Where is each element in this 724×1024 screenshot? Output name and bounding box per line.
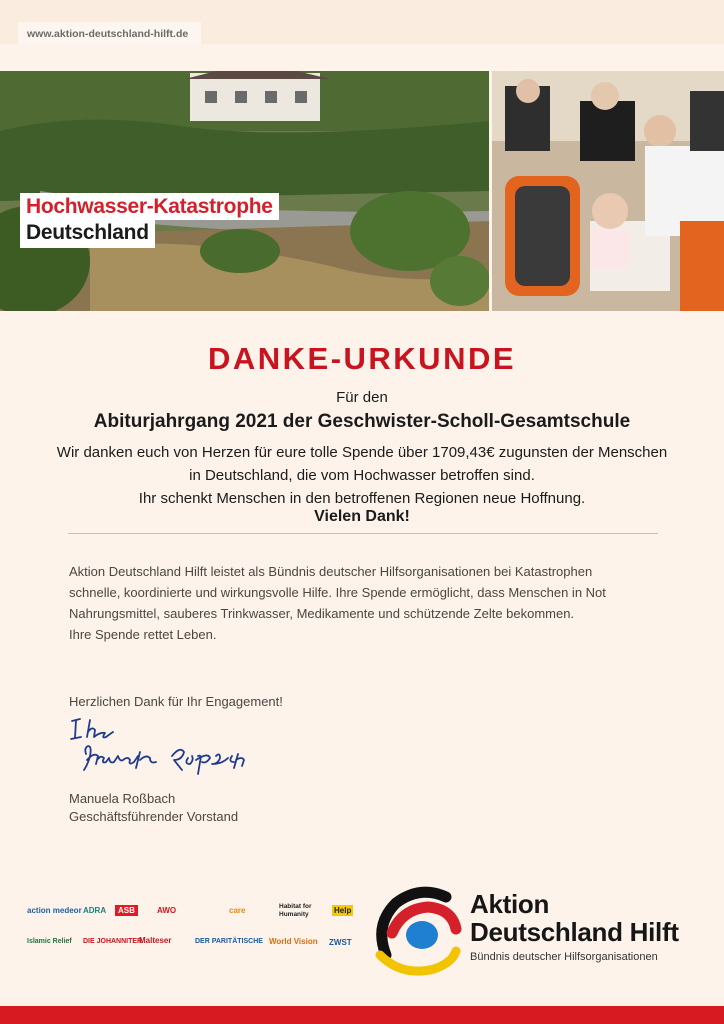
body-line-1: Aktion Deutschland Hilft leistet als Bündnis deutscher Hilfsorganisationen bei Katastrophen [69, 564, 593, 579]
partner-logo-adra: ADRA [83, 906, 107, 915]
aktion-deutschland-hilft-logo [372, 885, 712, 980]
partner-logo-habitat: Habitat for Humanity [279, 903, 312, 918]
thanks-line-2: in Deutschland, die vom Hochwasser betroffen sind. [189, 467, 535, 484]
signer-role: Geschäftsführender Vorstand [69, 809, 239, 824]
thanks-text [0, 441, 724, 510]
thanks-line-3: Ihr schenkt Menschen in den betroffenen Regionen neue Hoffnung. [138, 490, 586, 507]
recipient-name: Abiturjahrgang 2021 der Geschwister-Scholl-Gesamtschule [93, 411, 631, 432]
partner-logo-islamic-relief: Islamic Relief [27, 938, 72, 945]
partner-logo-malteser: Malteser [139, 936, 172, 945]
divider [68, 533, 658, 534]
partner-logo-johanniter: DIE JOHANNITER [83, 938, 143, 945]
partner-logo-action-medeor: action medeor [27, 906, 82, 915]
body-line-2: schnelle, koordinierte und wirkungsvolle Hilfe. Ihre Spende ermöglicht, dass Menschen in Not [69, 585, 606, 600]
flood-photo-illustration [0, 71, 724, 311]
hero-banner [0, 71, 724, 311]
body-paragraph [69, 561, 669, 645]
partner-logo-paritaetische: DER PARITÄTISCHE [195, 938, 263, 945]
closing-bold: Vielen Dank! [314, 508, 410, 525]
partner-logo-world-vision: World Vision [269, 937, 318, 946]
partner-logo-awo: AWO [157, 906, 177, 915]
adh-emblem-icon [372, 885, 464, 977]
hero-title [20, 193, 279, 248]
logo-line-2: Deutschland Hilft [470, 917, 679, 947]
hero-title-line1: Hochwasser-Katastrophe [20, 193, 279, 220]
signer-name: Manuela Roßbach [69, 791, 176, 806]
body-line-3: Nahrungsmittel, sauberes Trinkwasser, Medikamente und schützende Zelte bekommen. [69, 606, 575, 621]
bottom-red-bar [0, 1006, 724, 1024]
logo-line-1: Aktion [470, 889, 550, 919]
website-url: www.aktion-deutschland-hilft.de [27, 28, 189, 40]
closing-thanks: Herzlichen Dank für Ihr Engagement! [69, 694, 283, 709]
hero-title-line2: Deutschland [20, 220, 155, 248]
logo-tagline: Bündnis deutscher Hilfsorganisationen [470, 951, 658, 963]
certificate-heading: DANKE-URKUNDE [207, 341, 517, 376]
partner-logo-care: care [229, 906, 246, 915]
thanks-line-1: Wir danken euch von Herzen für eure tolle Spende über 1709,43€ zugunsten der Menschen [56, 444, 668, 461]
body-line-4: Ihre Spende rettet Leben. [69, 627, 217, 642]
signer-block [69, 790, 238, 826]
for-label: Für den [336, 389, 388, 406]
partner-logo-zwst: ZWST [329, 938, 352, 947]
signature-drawing [68, 712, 288, 787]
handwritten-signature [68, 712, 288, 792]
partner-logo-help: Help [334, 906, 352, 915]
partner-logos [27, 902, 357, 962]
partner-logo-asb: ASB [115, 905, 138, 916]
